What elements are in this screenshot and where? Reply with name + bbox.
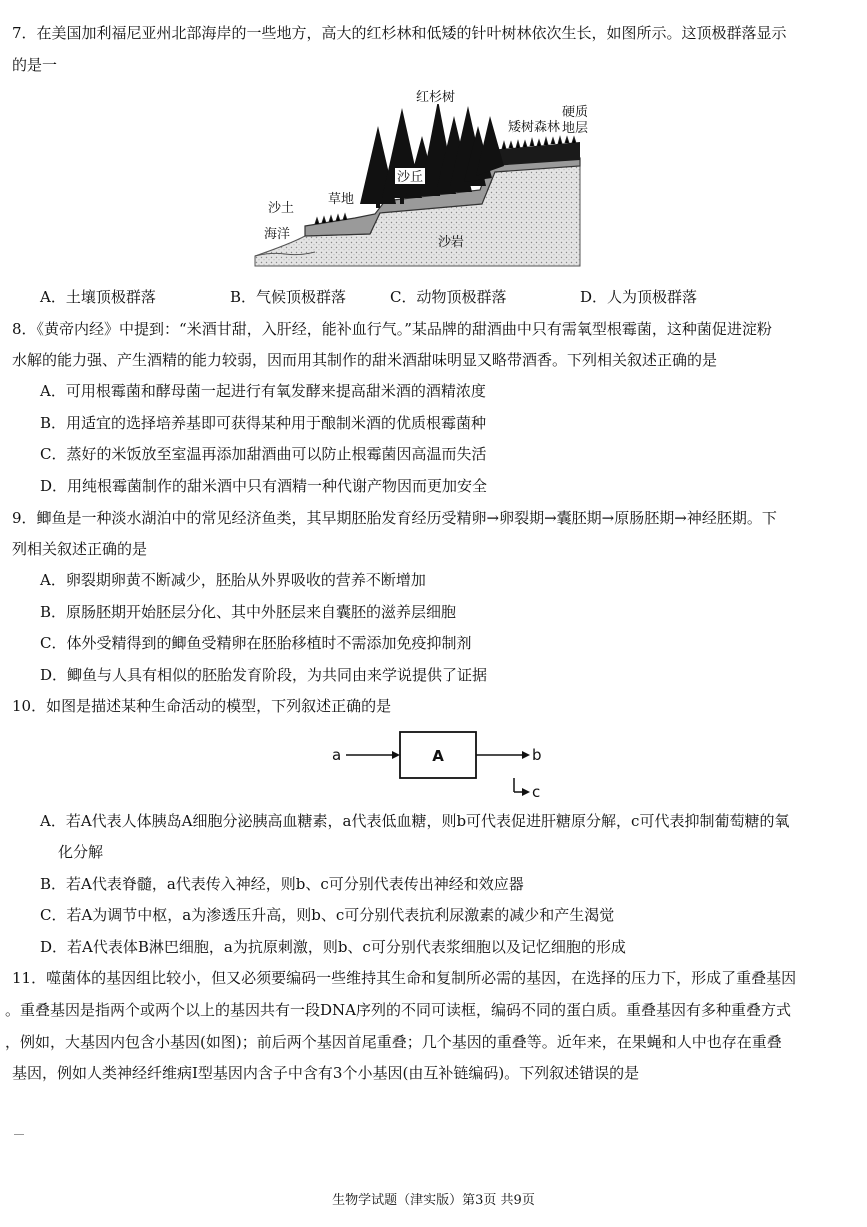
q7-option-d[interactable]: D．人为顶极群落 bbox=[580, 288, 698, 306]
q8-option-c[interactable]: C．蒸好的米饭放至室温再添加甜酒曲可以防止根霉菌因高温而失活 bbox=[40, 445, 487, 463]
q7-options bbox=[40, 286, 840, 308]
q11-line1: 11．噬菌体的基因组比较小，但又必须要编码一些维持其生命和复制所必需的基因，在选择的压力下，形成了重叠基因 bbox=[12, 969, 797, 987]
q9-option-a[interactable]: A．卵裂期卵黄不断减少，胚胎从外界吸收的营养不断增加 bbox=[40, 571, 426, 589]
q9-option-c[interactable]: C．体外受精得到的鲫鱼受精卵在胚胎移植时不需添加免疫抑制剂 bbox=[40, 634, 472, 652]
label-sandy-soil: 沙土 bbox=[268, 201, 295, 216]
diagram-box-label: A bbox=[432, 747, 444, 765]
q11-line4: 基因，例如人类神经纤维病I型基因内含子中含有3个小基因(由互补链编码)。下列叙述错误的是 bbox=[12, 1064, 640, 1082]
q7-option-c[interactable]: C．动物顶极群落 bbox=[390, 288, 507, 306]
q9-stem-line2: 列相关叙述正确的是 bbox=[12, 540, 148, 558]
q10-option-c[interactable]: C．若A为调节中枢，a为渗透压升高，则b、c可分别代表抗利尿激素的减少和产生渴觉 bbox=[40, 906, 615, 924]
q8-option-b[interactable]: B．用适宜的选择培养基即可获得某种用于酿制米酒的优质根霉菌种 bbox=[40, 414, 487, 432]
q7-stem-line2: 的是一 bbox=[12, 56, 58, 74]
label-sandstone: 沙岩 bbox=[438, 235, 465, 250]
q9-option-b[interactable]: B．原肠胚期开始胚层分化、其中外胚层来自囊胚的滋养层细胞 bbox=[40, 603, 457, 621]
q9-stem-line1: 9．鲫鱼是一种淡水湖泊中的常见经济鱼类，其早期胚胎发育经历受精卵→卵裂期→囊胚期→原肠胚期→神经胚期。下 bbox=[12, 509, 777, 527]
q7-stem-line1: 7．在美国加利福尼亚州北部海岸的一些地方，高大的红杉林和低矮的针叶树林依次生长，如图所示。这顶极群落显示 bbox=[12, 24, 787, 42]
q8-stem-line1: 8．《黄帝内经》中提到：“米酒甘甜，入肝经，能补血行气。”某品牌的甜酒曲中只有需氧型根霉菌，这种菌促进淀粉 bbox=[12, 320, 772, 338]
q11-line2: 。重叠基因是指两个或两个以上的基因共有一段DNA序列的不同可读框，编码不同的蛋白质。重叠基因有多种重叠方式 bbox=[5, 1001, 791, 1019]
q11-line3: ，例如，大基因内包含小基因(如图)；前后两个基因首尾重叠；几个基因的重叠等。近年来，在果蝇和人中也存在重叠 bbox=[5, 1033, 782, 1051]
q8-option-a[interactable]: A．可用根霉菌和酵母菌一起进行有氧发酵来提高甜米酒的酒精浓度 bbox=[40, 382, 486, 400]
label-hard-layer-2: 地层 bbox=[561, 121, 588, 136]
q7-option-b[interactable]: B．气候顶极群落 bbox=[230, 288, 347, 306]
q8-stem-line2: 水解的能力强、产生酒精的能力较弱，因而用其制作的甜米酒甜味明显又略带酒香。下列相关叙述正确的是 bbox=[12, 351, 718, 369]
q7-ecology-figure bbox=[250, 86, 588, 278]
label-hard-layer-1: 硬质 bbox=[561, 105, 588, 120]
q10-option-d[interactable]: D．若A代表体B淋巴细胞，a为抗原刺激，则b、c可分别代表浆细胞以及记忆细胞的形成 bbox=[40, 938, 626, 956]
q9-option-d[interactable]: D．鲫鱼与人具有相似的胚胎发育阶段，为共同由来学说提供了证据 bbox=[40, 666, 488, 684]
diagram-output-b: b bbox=[532, 746, 542, 764]
q8-option-d[interactable]: D．用纯根霉菌制作的甜米酒中只有酒精一种代谢产物因而更加安全 bbox=[40, 477, 488, 495]
label-dune: 沙丘 bbox=[397, 170, 424, 185]
label-ocean: 海洋 bbox=[264, 227, 291, 242]
q7-option-a[interactable]: A．土壤顶极群落 bbox=[40, 288, 156, 306]
q10-stem: 10．如图是描述某种生命活动的模型，下列叙述正确的是 bbox=[12, 697, 392, 715]
q10-option-b[interactable]: B．若A代表脊髓，a代表传入神经，则b、c可分别代表传出神经和效应器 bbox=[40, 875, 524, 893]
q10-model-diagram bbox=[326, 728, 546, 800]
q10-option-a-line1[interactable]: A．若A代表人体胰岛A细胞分泌胰高血糖素，a代表低血糖，则b可代表促进肝糖原分解，c可代表抑制葡萄糖的氧 bbox=[40, 812, 790, 830]
label-shrub-forest: 矮树森林 bbox=[508, 120, 561, 135]
q10-option-a-line2: 化分解 bbox=[58, 843, 104, 861]
diagram-output-c: c bbox=[532, 783, 541, 801]
label-redwood: 红杉树 bbox=[416, 90, 456, 105]
diagram-input-a: a bbox=[332, 746, 342, 764]
page-footer: 生物学试题（津实版）第3页 共9页 bbox=[332, 1193, 535, 1208]
page-corner-mark bbox=[14, 1134, 24, 1135]
label-grass: 草地 bbox=[328, 192, 355, 207]
